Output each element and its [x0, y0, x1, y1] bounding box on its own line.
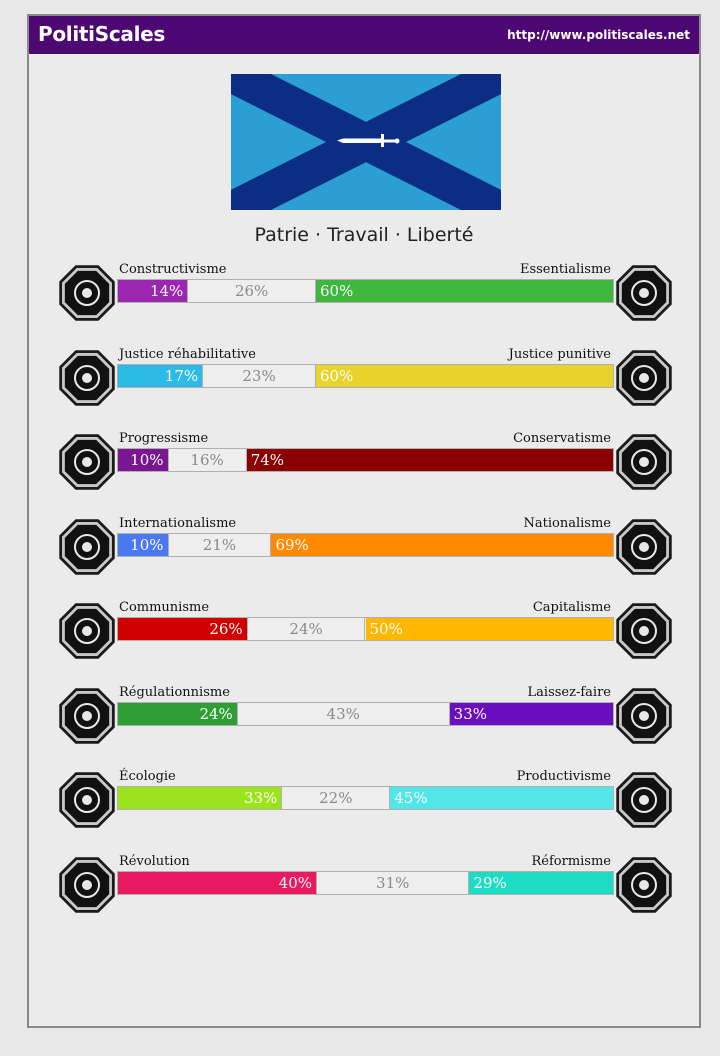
- bar-left-segment: 17%: [118, 365, 202, 387]
- bar-right-segment: 60%: [316, 365, 613, 387]
- bar-neutral-segment: 43%: [237, 703, 450, 725]
- bar-neutral-segment: 31%: [316, 872, 469, 894]
- axis-row: [29, 685, 699, 755]
- header-bar: [29, 16, 699, 54]
- axis-row: [29, 262, 699, 332]
- axis-left-label: Communisme: [119, 600, 210, 615]
- money-bag-icon: [613, 600, 675, 662]
- axis-row: [29, 347, 699, 417]
- sprout-icon: [56, 769, 118, 831]
- axis-row: [29, 769, 699, 839]
- axis-right-label: Laissez-faire: [527, 684, 611, 700]
- axis-left-label: Justice réhabilitative: [119, 346, 256, 362]
- bar-right-segment: 45%: [390, 787, 613, 809]
- bar-right-segment: 50%: [366, 618, 614, 640]
- axis-bar: [117, 279, 614, 303]
- axis-left-label: Progressisme: [119, 431, 209, 446]
- parliament-icon: [613, 854, 675, 916]
- axis-right-label: Justice punitive: [508, 346, 611, 362]
- axis-right-label: Conservatisme: [513, 431, 611, 446]
- axis-bar: [117, 786, 614, 810]
- gear-icon: [613, 769, 675, 831]
- torch-icon: [613, 431, 675, 493]
- bar-right-segment: 60%: [316, 280, 613, 302]
- comet-icon: [56, 431, 118, 493]
- flower-icon: [613, 262, 675, 324]
- bar-neutral-segment: 16%: [168, 449, 247, 471]
- axis-bar: [117, 364, 614, 388]
- flag-icon: [613, 516, 675, 578]
- axis-right-label: Essentialisme: [519, 262, 611, 277]
- bar-left-segment: 24%: [118, 703, 237, 725]
- hammer-sickle-icon: [56, 600, 118, 662]
- axis-bar: [117, 448, 614, 472]
- results-card: [27, 14, 701, 1028]
- bar-neutral-segment: 22%: [281, 787, 390, 809]
- axis-right-label: Productivisme: [516, 769, 611, 784]
- bar-left-segment: 14%: [118, 280, 187, 302]
- bar-left-segment: 26%: [118, 618, 247, 640]
- bar-neutral-segment: 24%: [247, 618, 366, 640]
- axis-left-label: Écologie: [119, 769, 176, 784]
- eye-icon: [56, 262, 118, 324]
- axis-row: [29, 431, 699, 501]
- axis-bar: [117, 533, 614, 557]
- bar-right-segment: 33%: [450, 703, 613, 725]
- bar-left-segment: 10%: [118, 449, 168, 471]
- handshake-icon: [56, 347, 118, 409]
- axis-right-label: Capitalisme: [532, 600, 611, 615]
- axis-left-label: Constructivisme: [119, 262, 227, 277]
- bar-right-segment: 69%: [271, 534, 613, 556]
- butterflies-icon: [613, 685, 675, 747]
- bar-left-segment: 33%: [118, 787, 281, 809]
- axis-row: [29, 600, 699, 670]
- bar-neutral-segment: 21%: [168, 534, 272, 556]
- axis-bar: [117, 702, 614, 726]
- axis-row: [29, 516, 699, 586]
- brand-title[interactable]: PolitiScales: [38, 22, 166, 46]
- site-url[interactable]: http://www.politiscales.net: [507, 28, 690, 42]
- fist-icon: [56, 854, 118, 916]
- flag-image: [231, 74, 501, 210]
- bar-neutral-segment: 23%: [202, 365, 316, 387]
- bar-neutral-segment: 26%: [187, 280, 316, 302]
- bar-right-segment: 74%: [247, 449, 613, 471]
- axis-row: [29, 854, 699, 924]
- axis-right-label: Nationalisme: [523, 515, 611, 531]
- axis-bar: [117, 617, 614, 641]
- bar-left-segment: 10%: [118, 534, 168, 556]
- axis-bar: [117, 871, 614, 895]
- ruler-tools-icon: [56, 685, 118, 747]
- globe-laurel-icon: [56, 516, 118, 578]
- axis-right-label: Réformisme: [531, 853, 611, 869]
- axis-left-label: Régulationnisme: [119, 684, 230, 700]
- motto: Patrie · Travail · Liberté: [254, 224, 474, 246]
- prison-bars-icon: [613, 347, 675, 409]
- bar-left-segment: 40%: [118, 872, 316, 894]
- bar-right-segment: 29%: [469, 872, 613, 894]
- axis-left-label: Révolution: [119, 853, 190, 869]
- axis-left-label: Internationalisme: [119, 515, 237, 531]
